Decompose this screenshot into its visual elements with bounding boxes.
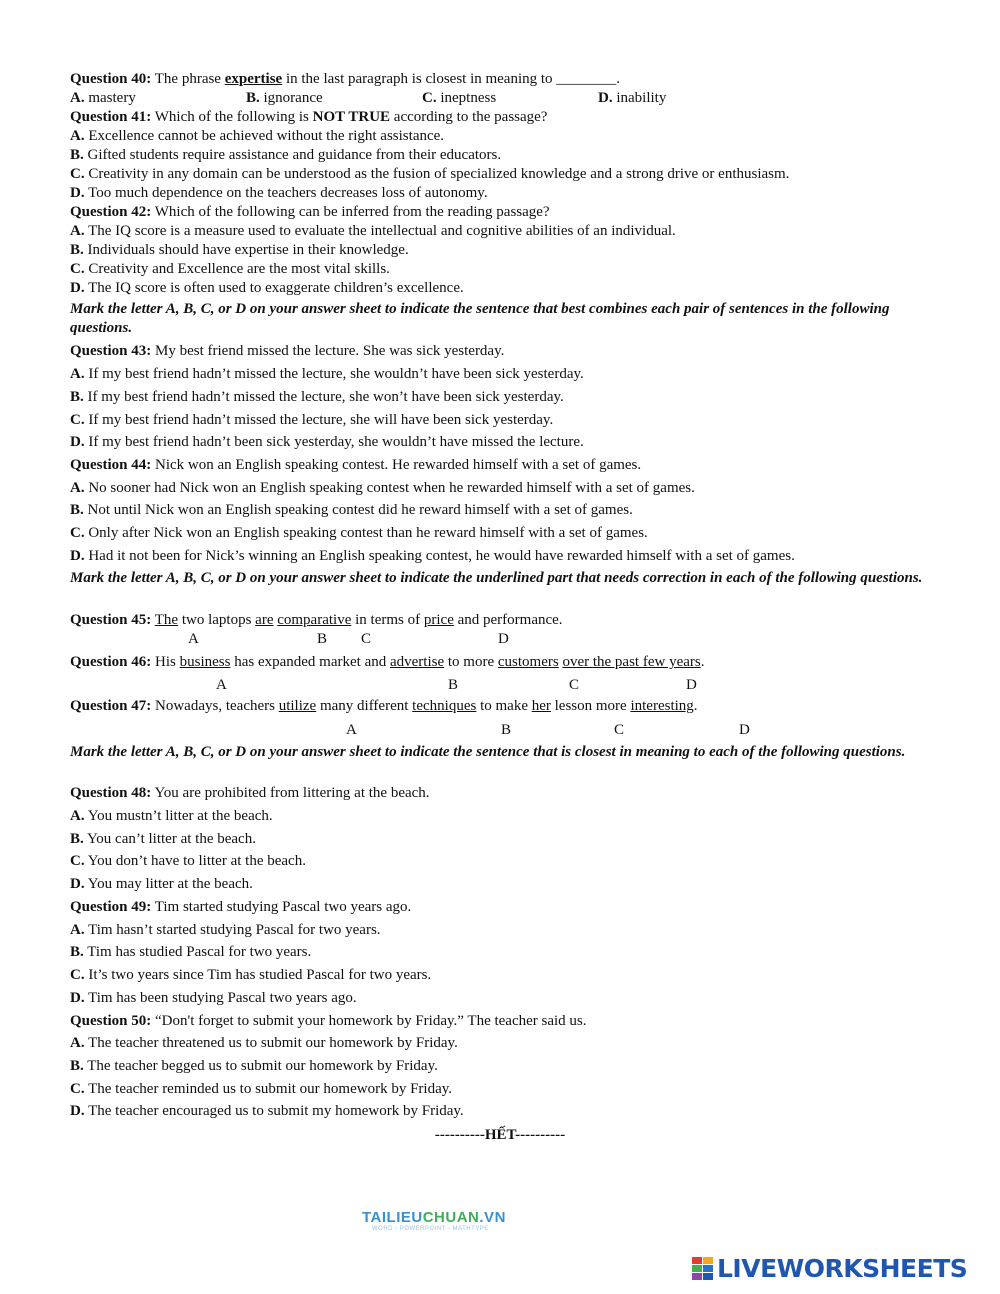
q40-stem: Question 40: The phrase expertise in the last paragraph is closest in meaning to ________. bbox=[70, 71, 621, 87]
q42-option-d[interactable]: D. The IQ score is often used to exaggerate children’s excellence. bbox=[70, 280, 464, 296]
q45-stem: Question 45: The two laptops are comparative in terms of price and performance. bbox=[70, 612, 563, 628]
letter-d: D bbox=[739, 722, 750, 738]
letter-a: A bbox=[346, 722, 357, 738]
q49-stem: Question 49: Tim started studying Pascal two years ago. bbox=[70, 899, 412, 915]
q47-stem: Question 47: Nowadays, teachers utilize many different techniques to make her lesson more interesting. bbox=[70, 698, 698, 714]
option-text[interactable]: ignorance bbox=[263, 90, 323, 106]
q43-option-a[interactable]: A. If my best friend hadn’t missed the lecture, she wouldn’t have been sick yesterday. bbox=[70, 366, 584, 382]
part-c[interactable]: her bbox=[531, 698, 551, 714]
q41-stem: Question 41: Which of the following is NOT TRUE according to the passage? bbox=[70, 109, 548, 125]
q48-option-a[interactable]: A. You mustn’t litter at the beach. bbox=[70, 808, 273, 824]
q41-option-c[interactable]: C. Creativity in any domain can be understood as the fusion of specialized knowledge and a strong drive or enthusiasm. bbox=[70, 166, 790, 182]
part-a[interactable]: utilize bbox=[278, 698, 317, 714]
q42-option-c[interactable]: C. Creativity and Excellence are the most vital skills. bbox=[70, 261, 390, 277]
liveworksheets-wordmark: LIVEWORKSHEETS bbox=[717, 1254, 968, 1283]
instruction-error: Mark the letter A, B, C, or D on your answer sheet to indicate the underlined part that needs correction in each of the following questions. bbox=[70, 570, 923, 586]
q48-option-d[interactable]: D. You may litter at the beach. bbox=[70, 876, 253, 892]
q49-option-a[interactable]: A. Tim hasn’t started studying Pascal for two years. bbox=[70, 922, 381, 938]
part-d[interactable]: price bbox=[423, 612, 454, 628]
letter-b: B bbox=[448, 677, 459, 693]
q50-option-a[interactable]: A. The teacher threatened us to submit our homework by Friday. bbox=[70, 1035, 458, 1051]
part-d[interactable]: interesting bbox=[630, 698, 694, 714]
q42-option-a[interactable]: A. The IQ score is a measure used to evaluate the intellectual and cognitive abilities of an individual. bbox=[70, 223, 676, 239]
part-b[interactable]: are bbox=[255, 612, 274, 628]
tailieuchuan-logo: TAILIEUCHUAN.VN bbox=[362, 1209, 506, 1226]
part-a[interactable]: The bbox=[154, 612, 179, 628]
liveworksheets-icon bbox=[692, 1257, 714, 1281]
q44-option-c[interactable]: C. Only after Nick won an English speaking contest than he reward himself with a set of games. bbox=[70, 525, 648, 541]
q48-option-b[interactable]: B. You can’t litter at the beach. bbox=[70, 831, 256, 847]
letter-b: B bbox=[501, 722, 512, 738]
q50-option-b[interactable]: B. The teacher begged us to submit our homework by Friday. bbox=[70, 1058, 438, 1074]
letter-d: D bbox=[498, 631, 509, 647]
part-b[interactable]: advertise bbox=[389, 654, 445, 670]
q43-option-b[interactable]: B. If my best friend hadn’t missed the lecture, she won’t have been sick yesterday. bbox=[70, 389, 564, 405]
letter-a: A bbox=[188, 631, 199, 647]
q50-stem: Question 50: “Don't forget to submit your homework by Friday.” The teacher said us. bbox=[70, 1013, 587, 1029]
q46-stem: Question 46: His business has expanded market and advertise to more customers over the past few years. bbox=[70, 654, 705, 670]
letter-c: C bbox=[569, 677, 580, 693]
q50-option-d[interactable]: D. The teacher encouraged us to submit my homework by Friday. bbox=[70, 1103, 464, 1119]
letter-b: B bbox=[317, 631, 328, 647]
instruction-combine: Mark the letter A, B, C, or D on your answer sheet to indicate the sentence that best combines each pair of sentences in the following questions. bbox=[70, 301, 890, 336]
q44-option-b[interactable]: B. Not until Nick won an English speaking contest did he reward himself with a set of games. bbox=[70, 502, 633, 518]
letter-a: A bbox=[216, 677, 227, 693]
q48-stem: Question 48: You are prohibited from littering at the beach. bbox=[70, 785, 430, 801]
part-c[interactable]: comparative bbox=[277, 612, 352, 628]
instruction-meaning: Mark the letter A, B, C, or D on your answer sheet to indicate the sentence that is closest in meaning to each of the following questions. bbox=[70, 744, 906, 760]
q41-option-b[interactable]: B. Gifted students require assistance and guidance from their educators. bbox=[70, 147, 502, 163]
q41-option-d[interactable]: D. Too much dependence on the teachers decreases loss of autonomy. bbox=[70, 185, 488, 201]
q43-option-c[interactable]: C. If my best friend hadn’t missed the lecture, she will have been sick yesterday. bbox=[70, 412, 554, 428]
q42-stem: Question 42: Which of the following can be inferred from the reading passage? bbox=[70, 204, 550, 220]
q50-option-c[interactable]: C. The teacher reminded us to submit our homework by Friday. bbox=[70, 1081, 453, 1097]
question-label: Question 40: bbox=[70, 71, 152, 87]
q49-option-c[interactable]: C. It’s two years since Tim has studied Pascal for two years. bbox=[70, 967, 432, 983]
option-text[interactable]: ineptness bbox=[440, 90, 497, 106]
q44-option-d[interactable]: D. Had it not been for Nick’s winning an English speaking contest, he would have rewarded himself with a set of games. bbox=[70, 548, 795, 564]
option-text[interactable]: inability bbox=[616, 90, 667, 106]
letter-c: C bbox=[614, 722, 625, 738]
letter-c: C bbox=[361, 631, 372, 647]
q49-option-b[interactable]: B. Tim has studied Pascal for two years. bbox=[70, 944, 312, 960]
part-d[interactable]: over the past few years bbox=[562, 654, 701, 670]
q43-stem: Question 43: My best friend missed the lecture. She was sick yesterday. bbox=[70, 343, 505, 359]
q42-option-b[interactable]: B. Individuals should have expertise in their knowledge. bbox=[70, 242, 409, 258]
part-a[interactable]: business bbox=[179, 654, 231, 670]
q49-option-d[interactable]: D. Tim has been studying Pascal two years ago. bbox=[70, 990, 357, 1006]
end-marker: ----------HẾT---------- bbox=[434, 1127, 566, 1143]
option-text[interactable]: mastery bbox=[88, 90, 136, 106]
part-c[interactable]: customers bbox=[497, 654, 559, 670]
letter-d: D bbox=[686, 677, 697, 693]
q48-option-c[interactable]: C. You don’t have to litter at the beach. bbox=[70, 853, 306, 869]
q44-stem: Question 44: Nick won an English speaking contest. He rewarded himself with a set of games. bbox=[70, 457, 642, 473]
q44-option-a[interactable]: A. No sooner had Nick won an English speaking contest when he rewarded himself with a set of games. bbox=[70, 480, 695, 496]
q41-option-a[interactable]: A. Excellence cannot be achieved without the right assistance. bbox=[70, 128, 445, 144]
tailieuchuan-tagline: WORD - POWERPOINT - MATHTYPE bbox=[372, 1226, 489, 1232]
q43-option-d[interactable]: D. If my best friend hadn’t been sick yesterday, she wouldn’t have missed the lecture. bbox=[70, 434, 584, 450]
part-b[interactable]: techniques bbox=[412, 698, 477, 714]
key-word: expertise bbox=[224, 71, 283, 87]
